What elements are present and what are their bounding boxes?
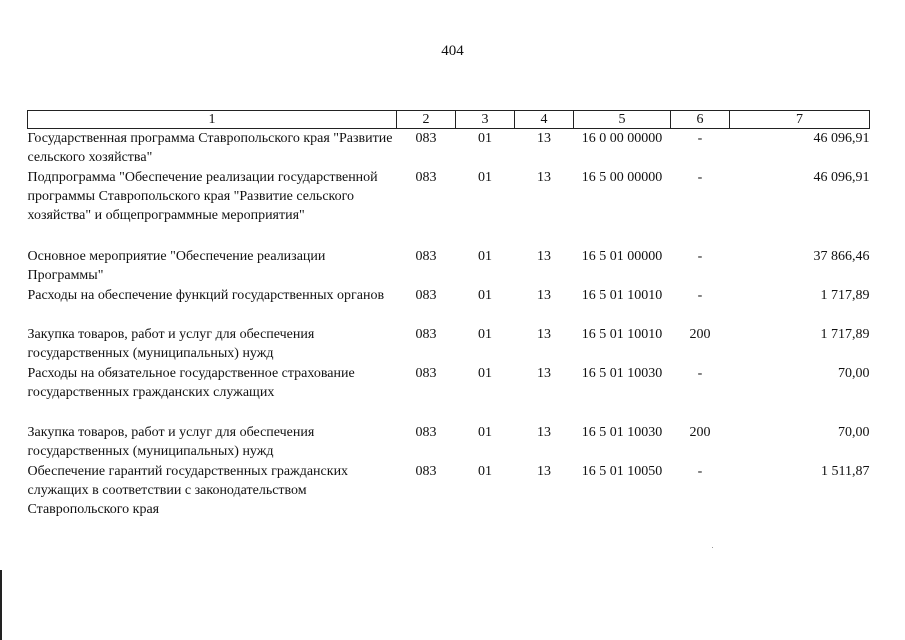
table-row bbox=[28, 247, 870, 286]
header-col-5: 5 bbox=[574, 111, 671, 129]
row-ministry-code: 083 bbox=[415, 425, 437, 440]
row-subsection-code: 13 bbox=[537, 170, 551, 185]
row-amount: 1 511,87 bbox=[821, 464, 870, 479]
row-expense-type: - bbox=[697, 249, 703, 264]
row-section-code: 01 bbox=[478, 327, 492, 342]
row-section-code: 01 bbox=[478, 170, 492, 185]
row-section-code: 01 bbox=[478, 425, 492, 440]
row-name: Государственная программа Ставропольского края "Развитие сельского хозяйства" bbox=[27, 131, 393, 165]
row-section-code: 01 bbox=[478, 288, 492, 303]
row-amount: 1 717,89 bbox=[820, 327, 870, 342]
row-ministry-code: 083 bbox=[415, 327, 437, 342]
row-ministry-code: 083 bbox=[415, 288, 437, 303]
row-ministry-code: 083 bbox=[415, 131, 437, 146]
row-name: Обеспечение гарантий государственных гражданских служащих в соответствии с законодательством Ставропольского края bbox=[27, 464, 349, 517]
row-target-code: 16 5 01 10050 bbox=[581, 464, 663, 479]
row-ministry-code: 083 bbox=[415, 249, 437, 264]
row-expense-type: - bbox=[697, 131, 703, 146]
table-row bbox=[28, 168, 870, 247]
row-expense-type: 200 bbox=[689, 425, 711, 440]
row-section-code: 01 bbox=[478, 249, 492, 264]
table-row bbox=[28, 462, 870, 519]
row-name: Подпрограмма "Обеспечение реализации государственной программы Ставропольского края "Развитие сельского хозяйства" и общепрограммные мероприятия" bbox=[27, 170, 378, 223]
row-amount: 46 096,91 bbox=[813, 131, 870, 146]
row-name: Основное мероприятие "Обеспечение реализации Программы" bbox=[27, 249, 326, 283]
row-name: Расходы на обеспечение функций государственных органов bbox=[27, 288, 385, 303]
table-row bbox=[28, 325, 870, 364]
row-name: Закупка товаров, работ и услуг для обеспечения государственных (муниципальных) нужд bbox=[27, 327, 315, 361]
row-subsection-code: 13 bbox=[537, 327, 551, 342]
scan-artifact-dot bbox=[712, 547, 713, 548]
row-subsection-code: 13 bbox=[537, 131, 551, 146]
row-expense-type: 200 bbox=[689, 327, 711, 342]
row-section-code: 01 bbox=[478, 464, 492, 479]
header-col-4: 4 bbox=[515, 111, 574, 129]
row-amount: 70,00 bbox=[838, 366, 870, 381]
header-col-7: 7 bbox=[730, 111, 870, 129]
row-subsection-code: 13 bbox=[537, 425, 551, 440]
row-expense-type: - bbox=[697, 366, 703, 381]
scan-edge-mark bbox=[0, 570, 2, 640]
row-name: Расходы на обязательное государственное страхование государственных гражданских служащих bbox=[27, 366, 355, 400]
header-col-1: 1 bbox=[28, 111, 397, 129]
row-subsection-code: 13 bbox=[537, 366, 551, 381]
row-name: Закупка товаров, работ и услуг для обеспечения государственных (муниципальных) нужд bbox=[27, 425, 315, 459]
row-ministry-code: 083 bbox=[415, 366, 437, 381]
row-subsection-code: 13 bbox=[537, 249, 551, 264]
row-subsection-code: 13 bbox=[537, 288, 551, 303]
budget-table bbox=[27, 110, 870, 519]
row-target-code: 16 5 00 00000 bbox=[581, 170, 663, 185]
table-row bbox=[28, 286, 870, 325]
table-row bbox=[28, 129, 870, 169]
row-section-code: 01 bbox=[478, 366, 492, 381]
table-header-row bbox=[28, 111, 870, 129]
table-row bbox=[28, 423, 870, 462]
row-target-code: 16 5 01 10030 bbox=[581, 366, 663, 381]
table-row bbox=[28, 364, 870, 423]
row-subsection-code: 13 bbox=[537, 464, 551, 479]
row-target-code: 16 5 01 10030 bbox=[581, 425, 663, 440]
row-target-code: 16 5 01 10010 bbox=[581, 288, 663, 303]
row-target-code: 16 5 01 00000 bbox=[581, 249, 663, 264]
row-amount: 46 096,91 bbox=[813, 170, 870, 185]
row-expense-type: - bbox=[697, 288, 703, 303]
page-number: 404 bbox=[441, 43, 464, 59]
header-col-2: 2 bbox=[397, 111, 456, 129]
header-col-6: 6 bbox=[671, 111, 730, 129]
row-amount: 70,00 bbox=[838, 425, 870, 440]
row-ministry-code: 083 bbox=[415, 464, 437, 479]
row-amount: 37 866,46 bbox=[813, 249, 870, 264]
row-expense-type: - bbox=[697, 464, 703, 479]
row-expense-type: - bbox=[697, 170, 703, 185]
row-target-code: 16 5 01 10010 bbox=[581, 327, 663, 342]
row-section-code: 01 bbox=[478, 131, 492, 146]
row-amount: 1 717,89 bbox=[820, 288, 870, 303]
row-ministry-code: 083 bbox=[415, 170, 437, 185]
header-col-3: 3 bbox=[456, 111, 515, 129]
row-target-code: 16 0 00 00000 bbox=[581, 131, 663, 146]
